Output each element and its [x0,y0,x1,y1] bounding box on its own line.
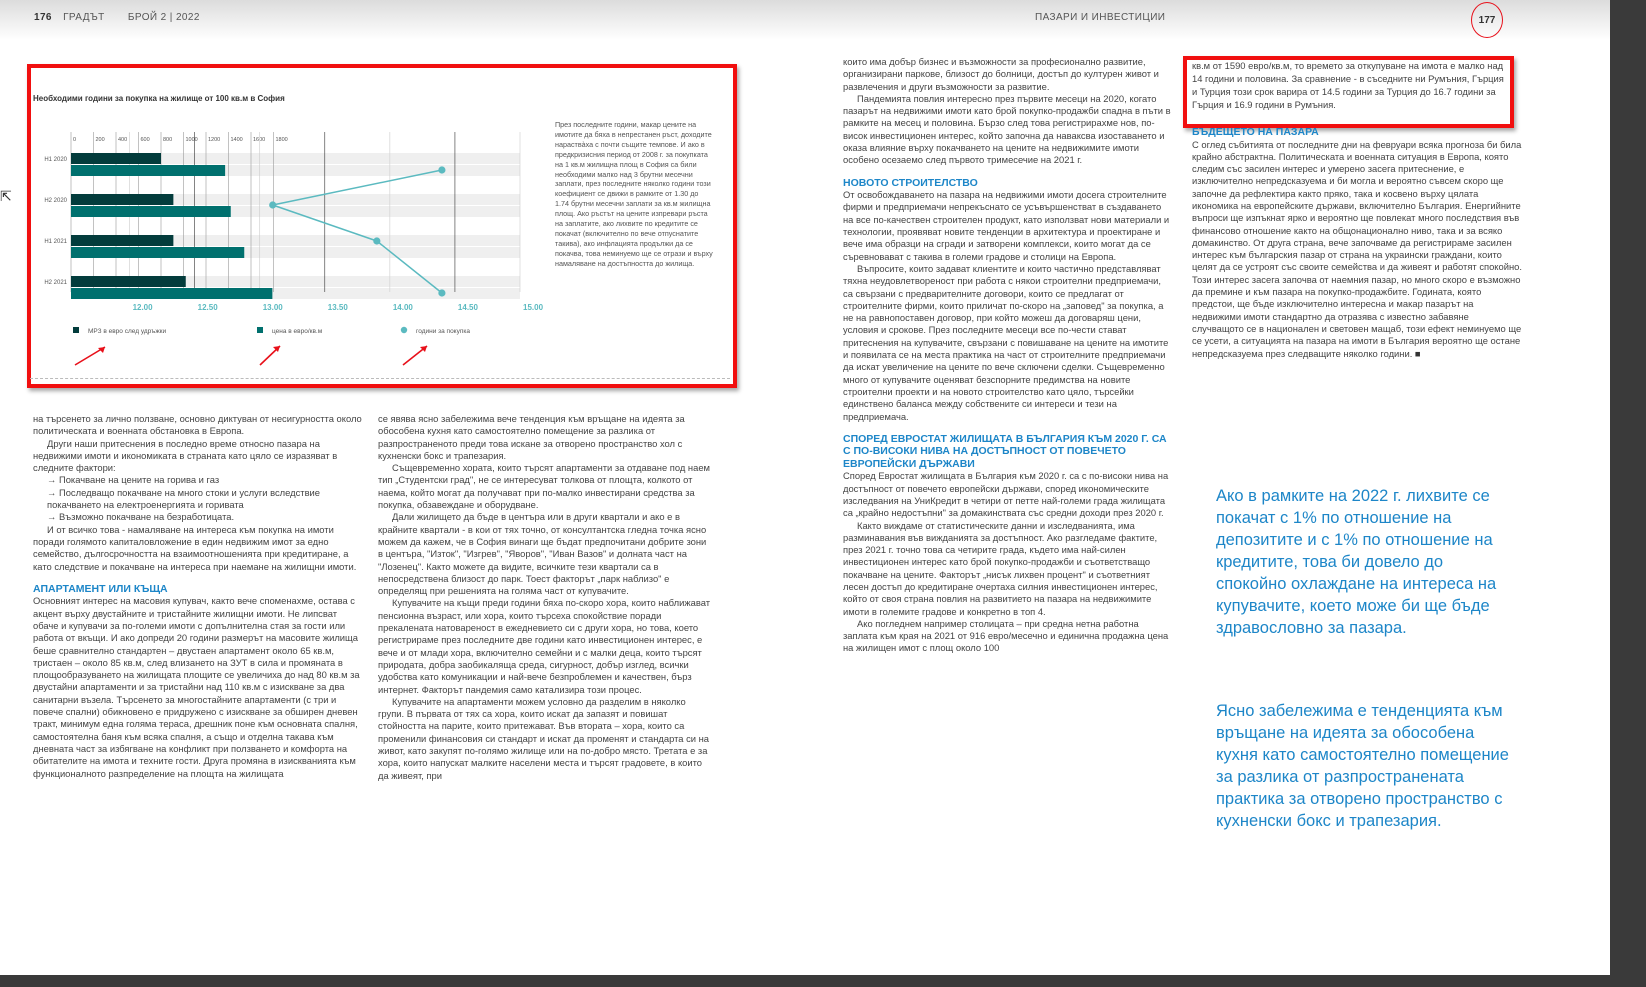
bar-price [71,165,225,176]
top-axis-tick-label: 800 [163,137,173,143]
section-heading: НОВОТО СТРОИТЕЛСТВО [843,176,978,189]
left-page-header [34,12,200,23]
category-label: H1 2021 [44,239,67,245]
paragraph: които има добър бизнес и възможности за професионално развитие, организирани паркове, близост до болници, достъп до културен живот и развлечения и други възможности за развитие. [843,56,1159,92]
paragraph: Същевременно хората, които търсят апартаменти за отдаване под наем тип „Студентски град", не се интересуват толкова от площта, колкото от наема, който могат да получават при по-малко инвестирани средства за покупка, обзавеждане и оборудване. [378,462,710,511]
category-label: H2 2021 [44,280,67,286]
data-point-years [373,237,380,244]
article-column-2 [378,413,710,782]
bottom-axis-tick-label: 13.00 [262,303,283,312]
data-point-years [269,201,276,208]
pull-quote: Ясно забележима е тенденцията към връщане на идеята за обособена кухня като самостоятелно помещение за разлика от разпространената практика за отворено пространство с кухненски бокс и трапезария. [1216,702,1509,830]
section-heading: БЪДЕЩЕТО НА ПАЗАРА [1192,126,1319,138]
category-label: H1 2020 [44,157,67,163]
page-header-bar [0,0,1620,40]
top-axis-tick-label: 1000 [185,137,198,143]
article-column-3 [843,56,1173,655]
bottom-axis-tick-label: 15.00 [523,303,544,312]
factor-list [33,474,363,523]
paragraph-text: С оглед събитията от последните дни на февруари всяка прогноза би била крайно абстрактна. Политическата и военната ситуация в Европа, която следим със засилен интерес и умерено засега притеснение, е изключително непредсказуема и би могла и вероятно съвсем скоро ще започне да рефлектира както пряко, така и косвено върху цялата икономика на европейските държави, включително България. Енергийните въпроси ще изпъкнат ярко и вероятно ще повлекат много последствия във финансово отношение както на общонационално ниво, така и за всяко домакинство. От друга страна, вече започваме да регистрираме засилен интерес към българския пазар от страна на украински граждани, които целят да се устроят със своите семейства и да живеят и работят спокойно. Този интерес засега започва от наемния пазар, но много скоро е възможно да премине и към пазара на покупко-продажбите. Годината, която предстои, ще бъде изключително интересна и макар пазарът на недвижими имоти стандартно да отразява с известно забавяне случващото се в национален и световен мащаб, този ефект неминуемо ще се усети, а ситуацията на пазара на имоти в България вероятно ще остане непредсказуема през следващите няколко години. [1192,138,1522,359]
bottom-axis-tick-label: 14.00 [392,303,413,312]
list-item: → Възможно покачване на безработицата. [47,511,235,523]
end-of-article-mark: ■ [1414,347,1421,359]
right-page-number: 177 [1471,2,1503,38]
top-axis-tick-label: 1800 [275,137,288,143]
legend-marker [73,327,79,333]
top-axis-tick-label: 400 [118,137,128,143]
paragraph: на търсенето за лично ползване, основно диктуван от несигурността около политическата и военната обстановка в Европа. [33,413,362,437]
top-axis-tick-label: 1600 [253,137,266,143]
article-column-1 [33,413,363,780]
paragraph: Ако погледнем например столицата – при средна нетна работна заплата към края на 2021 от 916 евро/месечно и единична продажна цена на жилищен имот с площ около 100 [843,617,1169,654]
section-heading: СПОРЕД ЕВРОСТАТ ЖИЛИЩАТА В БЪЛГАРИЯ КЪМ 2020 Г. СА С ПО-ВИСОКИ НИВА НА ДОСТЪПНОСТ ОТ ПОВЕЧЕТО ЕВРОПЕЙСКИ ДЪРЖАВИ [843,432,1167,470]
legend-marker [401,327,407,333]
viewer-bottom-bar [0,975,1646,987]
left-page-number: 176 [34,12,52,23]
magazine-name: ГРАДЪТ [63,12,105,23]
top-axis-tick-label: 1200 [208,137,221,143]
bottom-axis-tick-label: 12.00 [132,303,153,312]
bar-price [71,206,231,217]
viewer-scrollbar[interactable] [1610,0,1646,987]
data-point-years [438,166,445,173]
bottom-axis-tick-label: 13.50 [327,303,348,312]
legend-label: МРЗ в евро след удръжки [88,328,167,335]
bar-price [71,247,244,258]
top-axis-tick-label: 1400 [230,137,243,143]
top-axis-tick-label: 0 [73,137,77,143]
paragraph: Въпросите, които задават клиентите и които частично представляват тяхна неудовлетвореност при работа с някои строителни предприемачи, са свързани с предварителните договори, които се предлагат от строителните фирми, които приличат по-скоро на „заповед" за покупка, а не на равнопоставен договор, при който можеш да договаряш цени, условия и срокове. През последните месеци все по-чести стават притеснения на купувачите, свързани с повишаване на цените на имотите и появилата се на места практика на част от строителните предприемачи да искат увеличение на цените по вече сключени сделки. Същевременно много от купувачите оценяват безспорните предимства на новите строителни проекти и на новото строителство като цяло, търсейки единствено баланса между собствените си интереси и тези на предприемача. [843,262,1169,422]
paragraph: И от всичко това - намаляване на интереса към покупка на имоти поради голямото капиталовложение в един недвижим имот за едно семейство, дългосрочността на взаимоотношенията при кредитиране, а като следствие и покачване на интереса при наемане на жилищни имоти. [33,523,357,572]
bar-salary [71,235,173,246]
chart-title: Необходими години за покупка на жилище от 100 кв.м в София [33,94,285,103]
paragraph: Дали жилището да бъде в центъра или в други квартали и ако е в крайните квартали - в кои от тях точно, от консултантска гледна точка ясно можем да кажем, че в София винаги ще бъдат предпочитани добрите зони в центъра, "Изток", "Изгрев", "Яворов", "Иван Вазов" и долната част на "Лозенец". Както можете да видите, всичките тези квартали са в непосредствена близост до парк. Тоест факторът „парк наблизо" е определящ при решенията на голяма част от купувачите. [378,511,707,597]
bar-salary [71,194,173,205]
section-heading: АПАРТАМЕНТ ИЛИ КЪЩА [33,582,168,595]
legend-marker [257,327,263,333]
top-axis-tick-label: 200 [95,137,105,143]
article-column-4 [1192,126,1522,360]
top-axis-tick-label: 600 [140,137,150,143]
paragraph: Основният интерес на масовия купувач, както вече споменахме, остава с акцент върху двустайните и тристайните жилищни имоти. Не липсват обаче и купувачи за по-големи имоти с допълнителна стая за гости или работа от вкъщи. И ако допреди 20 години размерът на масовите жилища беше сравнително стандартен – двустаен апартамент около 65 кв.м, тристаен – около 85 кв.м, след влизането на ЗУТ в сила и промяната в площообразуването на жилищата площите се увеличиха до над 80 кв.м за двустайни апартаменти и за тристайни над 110 кв.м с изискване за два санитарни възела. Търсенето за многостайните апартаменти (с три и повече спални) обикновено е придружено с изискване за обширен дневен тракт, минимум една голяма тераса, дрешник поне към основната спалня, самостоятелна баня към всяка спалня, а също и отделна такава към дневната част за избягване на конфликт при ползването и комфорта на обитателите на имота и техните гости. Друга промяна в изискванията към функционалното разпределение на площта на жилищата [33,595,360,779]
paragraph: От освобождаването на пазара на недвижими имоти досега строителните фирми и предприемачи непрекъснато се усъвършенстват в създаването на все по-качествен строителен продукт, като използват нови материали и технологии, проявяват новите тенденции в архитектура и проектиране и вече има образци на сгради и затворени комплекси, които могат да се съревновават с такива в големи градове и столици на Европа. [843,189,1170,262]
housing-affordability-chart [25,120,544,370]
list-item: → Последващо покачване на много стоки и услуги вследствие покачването на електроенергията и горивата [47,486,321,511]
list-item: → Покачване на цените на горива и газ [47,474,220,486]
chart-separator [30,378,730,379]
callout-text: кв.м от 1590 евро/кв.м, то времето за откупуване на имота е малко над 14 години и половина. За сравнение - в съседните ни Румъния, Гърция и Турция този срок варира от 14.5 години за Турция до 16.7 години за Гърция и 16.9 години в Румъния. [1192,60,1504,110]
bottom-axis-tick-label: 12.50 [197,303,218,312]
paragraph: Както виждаме от статистическите данни и изследванията, има разминавания във вижданията за достъпност. Ако разгледаме фактите, през 2021 г. точно това са четирите града, където има най-силен инвестиционен интерес като брой покупко-продажби и съответстващо покачване на цените. Факторът „нисък лихвен процент" и съответният лесен достъп до кредитиране очертаха силния инвестиционен интерес, който от своя страна повлия на развитието на пазара на недвижимите имоти в големите градове и конкретно в топ 4. [843,519,1158,617]
section-title: ПАЗАРИ И ИНВЕСТИЦИИ [1035,12,1166,23]
bottom-axis-tick-label: 14.50 [457,303,478,312]
legend-label: години за покупка [416,328,470,335]
pull-quote: Ако в рамките на 2022 г. лихвите се покачат с 1% по отношение на депозитите и с 1% по отношение на кредитите, това би довело до спокойно охлаждане на интереса на купувачите, което може би ще бъде здравословно за пазара. [1216,487,1497,637]
paragraph [1192,139,1522,360]
paragraph: Други наши притеснения в последно време относно пазара на недвижими имоти и икономиката в страната като цяло се изразяват в следните фактори: [33,437,338,474]
paragraph: Купувачите на апартаменти можем условно да разделим в няколко групи. В първата от тях са хора, които искат да запазят и повишат стойността на парите, които притежават. Във втората – хора, които са променили финансовия си стандарт и искат да променят и стандарта си на живот, като закупят по-голямо жилище или на по-добро място. Третата е за хора, които напускат малките населени места и търсят градовете, в които да живеят, при [378,695,710,781]
bar-salary [71,153,161,164]
chart-description: През последните години, макар цените на имотите да бяха в непрестанен ръст, доходите нараствàха с почти същите темпове. И ако в предкризисния период от 2008 г. за покупката на 1 кв.м жилищна площ в София са били необходими малко над 3 брутни месечни заплати, през последните няколко години този коефициент се движи в рамките от 1.30 до 1.74 брутни месечни заплати за кв.м жилищна площ. Ако ръстът на цените изпревари ръста на заплатите, ако лихвите по кредитите се покачат (включително по вече отпуснатите такива), ако инфлацията продължи да се покачва, това неминуемо ще се отрази и върху намаляване на достъпността до жилища. [555,120,713,268]
paragraph: Пандемията повлия интересно през първите месеци на 2020, когато пазарът на недвижими имоти като брой покупко-продажби спадна в пъти в рамките на месец и половина. Бързо след това регистрирахме нов, по-висок инвестиционен интерес, който започна да наваксва изоставането и оказа влияние върху покачването на цените на недвижимите имоти особено осезаемо след първото тримесечие на 2021 г. [843,92,1171,166]
paragraph: Според Евростат жилищата в България към 2020 г. са с по-високи нива на достъпност от повечето европейски държави, според икономическите изследвания на УниКредит в четири от петте най-големи града жилищата са „крайно недостъпни" за домакинствата със средни доходи през 2020 г. [843,470,1169,519]
category-label: H2 2020 [44,198,67,204]
mouse-cursor-icon: ⇱ [0,188,12,204]
paragraph: се явява ясно забележима вече тенденция към връщане на идеята за обособена кухня като самостоятелно помещение за разлика от разпространеното преди това искане за отворено пространство хол с кухненски бокс и трапезария. [378,413,685,461]
data-point-years [438,289,445,296]
paragraph: Купувачите на къщи преди години бяха по-скоро хора, които наближават пенсионна възраст, или хора, които търсеха спокойствие поради прекалената натовареност в ежедневието си с други хора, но това, което регистрираме през последните две години като инвестиционен интерес, е вече и от млади хора, включително семейни и с малки деца, които търсят природата, добра заобикаляща среда, сигурност, добър изглед, всички удобства като комуникации и най-вече безпроблемен и качествен, бърз интернет. Факторът пандемия само катализира този процес. [378,597,710,695]
legend-label: цена в евро/кв.м [272,328,323,335]
bar-salary [71,276,186,287]
bar-price [71,288,272,299]
issue-label: БРОЙ 2 | 2022 [127,12,200,23]
